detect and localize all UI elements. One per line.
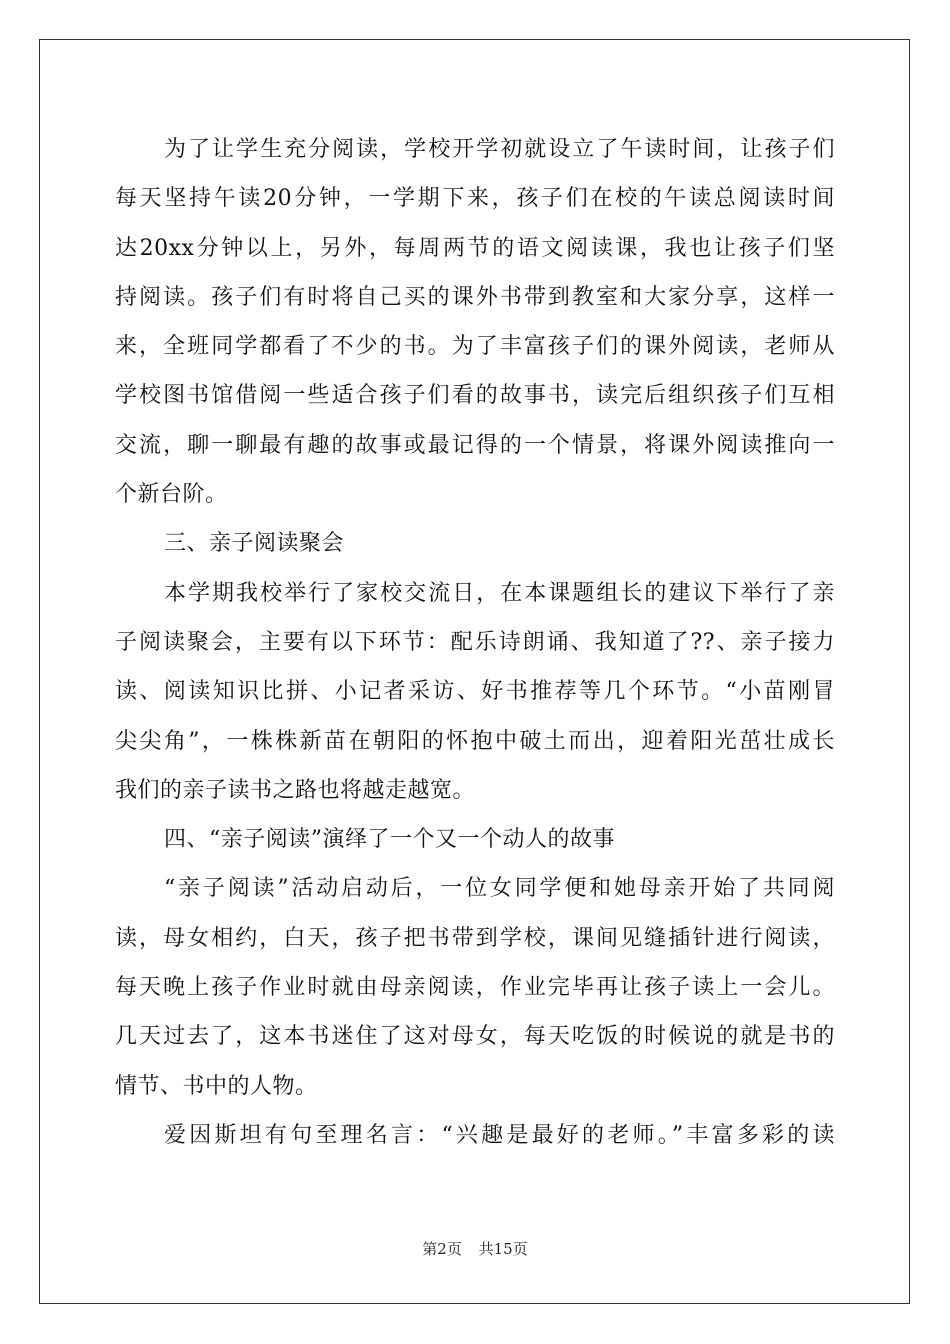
text-line: 三、亲子阅读聚会 <box>164 531 345 557</box>
page-number: 第2页 <box>422 1240 462 1258</box>
text-line: 来，全班同学都看了不少的书。为了丰富孩子们的课外阅读，老师从 <box>115 334 835 360</box>
text-line: 几天过去了，这本书迷住了这对母女，每天吃饭的时候说的就是书的 <box>115 1024 835 1050</box>
text-line: 个新台阶。 <box>115 482 228 508</box>
text-line: 爱因斯坦有句至理名言：“兴趣是最好的老师。”丰富多彩的读 <box>164 1122 835 1148</box>
page-total: 共15页 <box>478 1240 528 1258</box>
text-line: 四、“亲子阅读”演绎了一个又一个动人的故事 <box>164 827 615 853</box>
text-line: “亲子阅读”活动启动后，一位女同学便和她母亲开始了共同阅 <box>164 876 835 902</box>
document-body <box>115 125 835 1160</box>
text-line: 为了让学生充分阅读，学校开学初就设立了午读时间，让孩子们 <box>164 137 835 162</box>
text-line: 读、阅读知识比拼、小记者采访、好书推荐等几个环节。“小苗刚冒 <box>115 679 835 705</box>
text-line: 交流，聊一聊最有趣的故事或最记得的一个情景，将课外阅读推向一 <box>115 432 835 458</box>
text-line: 子阅读聚会，主要有以下环节：配乐诗朗诵、我知道了??、亲子接力 <box>115 629 835 655</box>
text-line: 持阅读。孩子们有时将自己买的课外书带到教室和大家分享，这样一 <box>115 284 835 310</box>
text-line: 本学期我校举行了家校交流日，在本课题组长的建议下举行了亲 <box>164 580 835 606</box>
text-line: 尖尖角”，一株株新苗在朝阳的怀抱中破土而出，迎着阳光茁壮成长 <box>115 728 835 754</box>
text-line: 我们的亲子读书之路也将越走越宽。 <box>115 777 476 803</box>
text-line: 每天晚上孩子作业时就由母亲阅读，作业完毕再让孩子读上一会儿。 <box>115 975 835 1001</box>
text-line: 情节、书中的人物。 <box>115 1073 318 1099</box>
page-footer <box>0 1238 950 1259</box>
text-line: 学校图书馆借阅一些适合孩子们看的故事书，读完后组织孩子们互相 <box>115 383 835 409</box>
text-line: 每天坚持午读20分钟，一学期下来，孩子们在校的午读总阅读时间 <box>115 186 835 212</box>
text-line: 达20xx分钟以上，另外，每周两节的语文阅读课，我也让孩子们坚 <box>115 235 835 261</box>
text-line: 读，母女相约，白天，孩子把书带到学校，课间见缝插针进行阅读， <box>115 925 835 951</box>
